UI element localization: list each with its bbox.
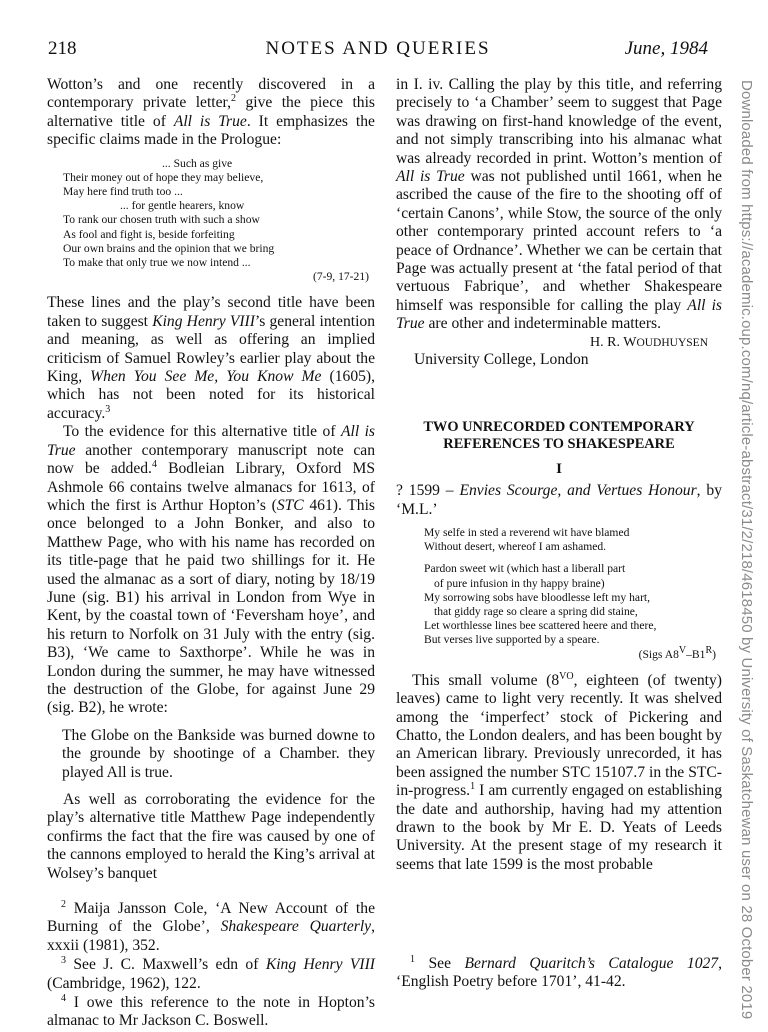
verse-line: Pardon sweet wit (which hast a liberall part [424, 562, 626, 576]
footnotes-right [396, 955, 722, 993]
paragraph: This small volume ($8^{VO}$, eighteen (of twenty) leaves) came to light very recently. It was shelved among the ‘imperfect’ stock of Pickering and Chatto, the London dealers, and has been bought by an American library. Previously unrecorded, it has been assigned the number STC 15107.7 in the STC-in-progress.$^1$ I am currently engaged on establishing the date and authorship, having had my attention drawn to the book by Mr E. D. Yeats of Leeds University. At the present stage of my research it seems that late 1599 is the most probable [396, 670, 722, 873]
footnote-ref[interactable]: 4 [151, 458, 157, 470]
verse-line: ... Such as give [162, 156, 233, 170]
paragraph: These lines and the play’s second title have been taken to suggest King Henry VIII’s general intention and meaning, as well as offering an implied criticism of Samuel Rowley’s earlier play about the King, When You See Me, You Know Me (1605), which has not been noted for its historical accuracy.$^3$ [47, 294, 376, 422]
verse-line: ... for gentle hearers, know [120, 199, 245, 213]
verse-line: As fool and fight is, beside forfeiting [63, 227, 235, 241]
verse-line: Let worthlesse lines bee scattered heere and there, [424, 619, 657, 633]
footnote-ref[interactable]: 1 [470, 780, 476, 792]
almanac-quote: The Globe on the Bankside was burned downe to the grounde by shootinge of a Chamber. they played All is true. [62, 726, 375, 781]
footnote: $^1$ See Bernard Quaritch’s Catalogue 1027, ‘English Poetry before 1701’, 41-42. [396, 953, 722, 991]
footnotes-left [47, 900, 375, 1032]
verse-line: My selfe in sted a reverend wit have blamed [424, 525, 630, 539]
verse-line: Their money out of hope they may believe, [63, 170, 264, 184]
verse-line: Our own brains and the opinion that we bring [63, 241, 275, 255]
download-watermark: Downloaded from https://academic.oup.com/nq/article-abstract/31/2/218/4618450 by University of Saskatchewan user on 28 October 2019 [738, 80, 755, 1020]
paragraph: To the evidence for this alternative title of All is True another contemporary manuscript note can now be added.$^4$ Bodleian Library, Oxford MS Ashmole 66 contains twelve almanacs for 1613, of which the first is Arthur Hopton’s (STC 461). This once belonged to a John Bonker, and also to Matthew Page, who with his name has recorded on its title-page that he paid two shillings for it. He used the almanac as a sort of diary, noting by 18/19 June (sig. B1) his arrival in London from Wye in Kent, by the coastal town of ‘Feversham hoye’, and his return to Norfolk on 31 July with the entry (sig. B3), ‘We came to Saxthorpe’. While he was in London during the summer, he may have witnessed the destruction of the Globe, for against June 29 (sig. B2), he wrote: [47, 423, 375, 717]
signature-reference: (Sigs $A8^V-B1^R$) [638, 644, 716, 661]
right-column [396, 76, 722, 874]
verse-line: But verses live supported by a speare. [424, 633, 600, 647]
article-title: TWO UNRECORDED CONTEMPORARY REFERENCES TO SHAKESPEARE [423, 419, 695, 453]
quoted-verse-a [424, 526, 722, 554]
paragraph: Wotton’s and one recently discovered in a contemporary private letter,$^2$ give the piece this alternative title of All is True. It emphasizes the specific claims made in the Prologue: [47, 76, 375, 149]
paragraph: As well as corroborating the evidence for the play’s alternative title Matthew Page independently confirms the fact that the fire was caused by one of the cannons employed to herald the King’s arrival at Wolsey’s banquet [47, 791, 375, 882]
footnote: $^3$ See J. C. Maxwell’s edn of King Henry VIII (Cambridge, 1962), 122. [47, 955, 375, 992]
footnote: $^2$ Maija Jansson Cole, ‘A New Account of the Burning of the Globe’, Shakespeare Quarterly, xxxii (1981), 352. [47, 898, 375, 954]
author-affiliation: University College, London [414, 350, 589, 368]
page-number: 218 [48, 38, 77, 59]
footnote-ref[interactable]: 2 [231, 93, 237, 105]
verse-line: My sorrowing sobs have bloodlesse left my hart, [424, 590, 651, 604]
quoted-verse-b [424, 562, 722, 661]
left-column [47, 76, 375, 883]
footnote: $^4$ I owe this reference to the note in Hopton’s almanac to Mr Jackson C. Boswell. [47, 992, 375, 1030]
section-number: I [556, 461, 562, 478]
verse-line: To rank our chosen truth with such a show [63, 213, 260, 227]
verse-line: that giddy rage so cleare a spring did staine, [434, 604, 638, 618]
prologue-verse [47, 157, 375, 285]
footnote-ref[interactable]: 3 [105, 403, 111, 415]
paragraph: in I. iv. Calling the play by this title, and referring precisely to ‘a Chamber’ seem to suggest that Page was drawing on first-hand knowledge of the event, and not simply transcribing into his almanac what was already recorded in print. Wotton’s mention of All is True was not published until 1661, when he ascribed the cause of the fire to the shooting off of ‘certain Canons’, while Stow, the source of the only other contemporary printed account refers to ‘a peace of Ordnance’. Whether we can be certain that Page was actually present at ‘the fatal period of that vertuous Fabrique’, and whether Shakespeare himself was responsible for calling the play All is True are other and indeterminable matters. [396, 76, 722, 333]
issue-date: June, 1984 [624, 38, 708, 59]
verse-line: To make that only true we now intend ... [63, 256, 251, 270]
verse-line: of pure infusion in thy happy braine) [434, 576, 605, 590]
verse-reference: (7-9, 17-21) [312, 270, 369, 284]
verse-line: May here find truth too ... [63, 185, 183, 199]
running-header [48, 38, 708, 64]
entry-heading: ? 1599 – Envies Scourge, and Vertues Honour, by ‘M.L.’ [396, 482, 723, 518]
verse-line: Without desert, whereof I am ashamed. [424, 540, 607, 554]
author-signature: H. R. WOUDHUYSEN [590, 334, 708, 350]
journal-title: NOTES AND QUERIES [265, 38, 491, 59]
